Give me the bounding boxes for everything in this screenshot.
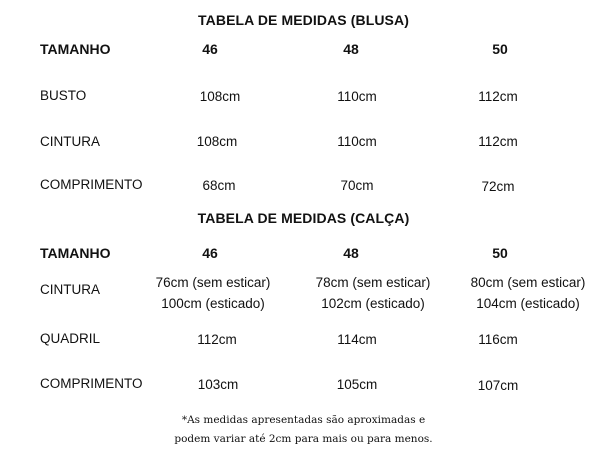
calca-row-label-quadril: QUADRIL [40, 331, 101, 346]
calca-value-quadril-48: 114cm [337, 332, 377, 347]
blusa-header-size-48: 48 [343, 41, 359, 57]
calca-header-size-46: 46 [202, 245, 218, 261]
blusa-header-size-50: 50 [492, 41, 508, 57]
blusa-value-busto-48: 110cm [337, 89, 377, 104]
calca-value-quadril-46: 112cm [197, 332, 237, 347]
calca-row-label-comprimento: COMPRIMENTO [40, 376, 143, 391]
blusa-row-label-busto: BUSTO [40, 88, 87, 103]
calca-value-comprimento-50: 107cm [477, 378, 519, 393]
calca-value-cintura-48-line2: 102cm (esticado) [321, 296, 425, 311]
blusa-row-label-cintura: CINTURA [40, 134, 100, 149]
blusa-value-cintura-46: 108cm [196, 134, 238, 149]
blusa-header-label: TAMANHO [40, 41, 111, 57]
blusa-value-cintura-50: 112cm [478, 134, 518, 149]
calca-value-cintura-50-line1: 80cm (sem esticar) [470, 275, 586, 290]
footnote-line1: *As medidas apresentadas são aproximadas e [181, 414, 426, 426]
calca-value-comprimento-46: 103cm [197, 377, 239, 392]
calca-header-size-50: 50 [492, 245, 508, 261]
calca-value-cintura-48-line1: 78cm (sem esticar) [315, 275, 431, 290]
calca-table-title: TABELA DE MEDIDAS (CALÇA) [197, 210, 410, 226]
blusa-value-cintura-48: 110cm [337, 134, 377, 149]
calca-value-cintura-50 [443, 272, 607, 314]
calca-value-cintura-50-line2: 104cm (esticado) [476, 296, 580, 311]
calca-value-cintura-48 [288, 272, 458, 314]
calca-value-cintura-46 [128, 272, 298, 314]
footnote-line2: podem variar até 2cm para mais ou para menos. [174, 433, 433, 445]
calca-header-label: TAMANHO [40, 245, 111, 261]
blusa-row-label-comprimento: COMPRIMENTO [40, 177, 143, 192]
blusa-value-busto-46: 108cm [199, 89, 241, 104]
footnote [0, 411, 607, 449]
calca-value-cintura-46-line1: 76cm (sem esticar) [155, 275, 271, 290]
blusa-value-busto-50: 112cm [478, 89, 518, 104]
calca-value-comprimento-48: 105cm [336, 377, 378, 392]
blusa-table-title: TABELA DE MEDIDAS (BLUSA) [198, 12, 409, 28]
blusa-header-size-46: 46 [202, 41, 218, 57]
calca-header-size-48: 48 [343, 245, 359, 261]
calca-value-cintura-46-line2: 100cm (esticado) [161, 296, 265, 311]
blusa-value-comprimento-46: 68cm [202, 178, 236, 193]
blusa-value-comprimento-50: 72cm [481, 179, 515, 194]
calca-value-quadril-50: 116cm [478, 332, 518, 347]
blusa-value-comprimento-48: 70cm [340, 178, 374, 193]
calca-row-label-cintura: CINTURA [40, 282, 100, 297]
